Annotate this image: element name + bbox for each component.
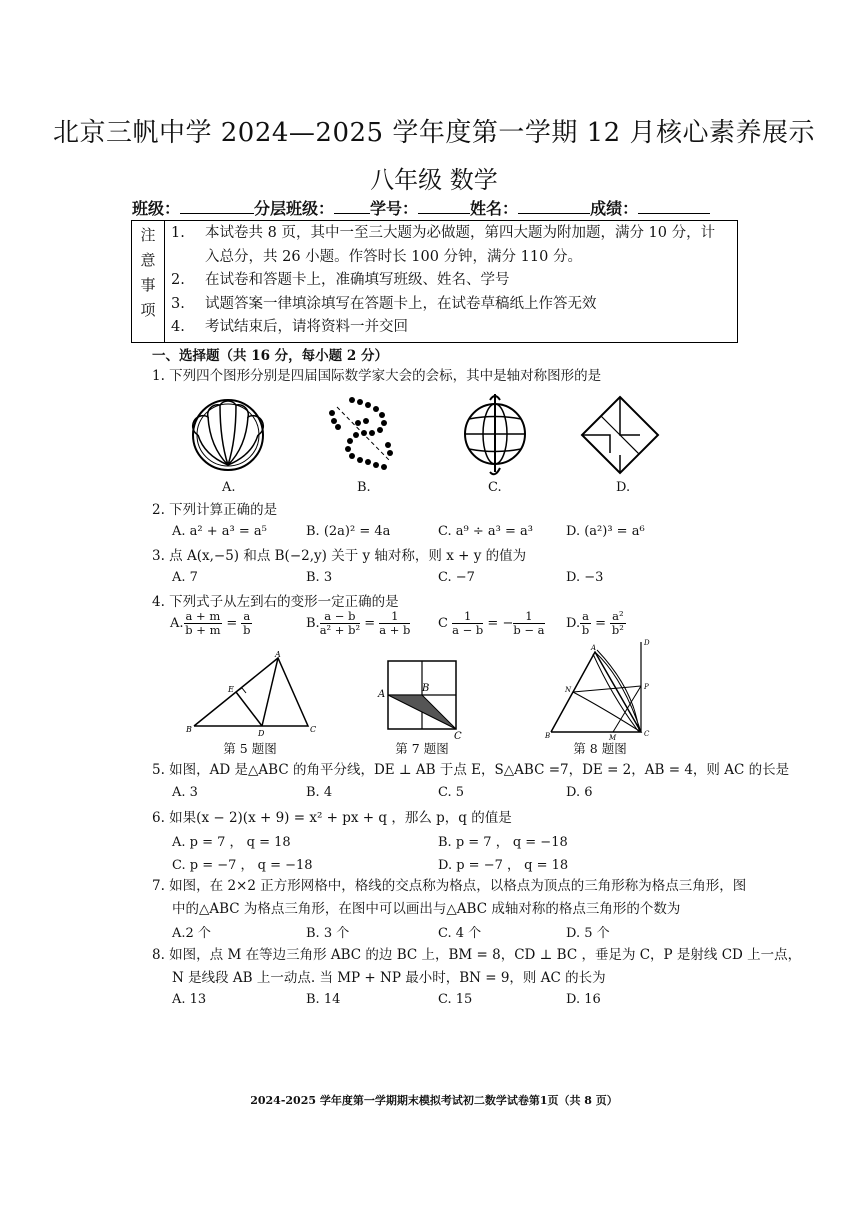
- question-7-stem-line1: 7. 如图，在 2×2 正方形网格中，格线的交点称为格点，以格点为顶点的三角形称为格点三角形，图: [152, 878, 747, 894]
- q2-option-d[interactable]: D. (a²)³ = a⁶: [566, 524, 645, 539]
- notice-item: [171, 316, 731, 340]
- denominator: a − b: [452, 623, 484, 637]
- fig5-label-a: A: [275, 650, 281, 659]
- notice-label-char: 事: [140, 276, 156, 294]
- exam-title: 北京三帆中学 2024—2025 学年度第一学期 12 月核心素养展示: [53, 118, 815, 148]
- notice-item-text: 在试卷和答题卡上，准确填写班级、姓名、学号: [205, 272, 510, 288]
- q5-option-a[interactable]: A. 3: [172, 785, 198, 800]
- fraction: [184, 610, 223, 637]
- q2-option-c[interactable]: C. a⁹ ÷ a³ = a³: [438, 524, 533, 539]
- numerator: 1: [513, 610, 544, 624]
- option-label: C: [438, 616, 448, 631]
- notice-label-char: 项: [140, 301, 156, 319]
- q4-option-b[interactable]: B. $\frac{a - b}{\text{a² + b²}}$ = $\frac{1}{a + b}$: [306, 609, 411, 637]
- q8-option-d[interactable]: D. 16: [566, 992, 601, 1007]
- fig8-label-m: M: [609, 734, 617, 742]
- logo-d-icon: [580, 395, 660, 475]
- fig8-label-n: N: [565, 686, 572, 694]
- q1-option-c[interactable]: C.: [488, 480, 502, 495]
- tier-class-blank[interactable]: [334, 197, 370, 214]
- question-5-stem: 5. 如图，AD 是△ABC 的角平分线，DE ⊥ AB 于点 E，S△ABC =7，DE = 2，AB = 4，则 AC 的长是: [152, 762, 790, 778]
- denominator: a + b: [379, 623, 411, 637]
- question-8-stem-line1: 8. 如图，点 M 在等边三角形 ABC 的边 BC 上，BM = 8，CD ⊥ BC ，垂足为 C，P 是射线 CD 上一点，: [152, 947, 802, 963]
- exam-subtitle: 八年级 数学: [370, 166, 498, 194]
- page-footer: 2024-2025 学年度第一学期期末模拟考试初二数学试卷第1页（共 8 页）: [250, 1094, 618, 1107]
- name-blank[interactable]: [518, 197, 590, 214]
- fraction: [379, 610, 410, 637]
- figure-8: [543, 638, 661, 742]
- denominator: b²: [611, 623, 624, 637]
- denominator: b + m: [185, 623, 221, 637]
- fig8-label-c: C: [644, 730, 650, 738]
- q5-option-c[interactable]: C. 5: [438, 785, 465, 800]
- denominator: b: [581, 623, 590, 637]
- q8-option-c[interactable]: C. 15: [438, 992, 473, 1007]
- q7-option-d[interactable]: D. 5 个: [566, 926, 610, 941]
- notice-item-num: 2.: [171, 272, 185, 288]
- fraction: [610, 610, 625, 637]
- numerator: a: [243, 609, 251, 623]
- notice-item: [171, 269, 731, 293]
- denominator: b − a: [513, 623, 545, 637]
- tier-class-label: 分层班级：: [254, 199, 335, 218]
- q3-option-a[interactable]: A. 7: [172, 570, 198, 585]
- option-label: D.: [566, 616, 581, 631]
- q3-option-d[interactable]: D. −3: [566, 570, 604, 585]
- q6-option-a[interactable]: A. p = 7 ， q = 18: [172, 835, 291, 850]
- q7-option-c[interactable]: C. 4 个: [438, 926, 482, 941]
- q6-option-c[interactable]: C. p = −7 ， q = −18: [172, 858, 313, 873]
- q4-option-a[interactable]: A. $\frac{a + m}{b + m}$ = $\frac{a}{b}$: [170, 609, 251, 637]
- student-no-label: 学号：: [370, 199, 419, 218]
- notice-label-char: 意: [140, 251, 156, 269]
- q2-option-b[interactable]: B. (2a)² = 4a: [306, 524, 391, 539]
- fig8-label-d: D: [644, 639, 650, 647]
- q5-option-d[interactable]: D. 6: [566, 785, 593, 800]
- fraction: [320, 610, 360, 637]
- notice-item-text: 考试结束后，请将资料一并交回: [205, 319, 408, 335]
- fig7-label-c: C: [454, 731, 462, 742]
- numerator: a − b: [320, 610, 360, 624]
- logo-c-icon: [460, 392, 530, 476]
- question-1-stem: 1. 下列四个图形分别是四届国际数学家大会的会标，其中是轴对称图形的是: [152, 368, 602, 384]
- section-title: 一、选择题（共 16 分，每小题 2 分）: [152, 348, 388, 364]
- name-label: 姓名：: [470, 199, 519, 218]
- fig8-label-a: A: [591, 644, 597, 652]
- notice-item-text: 试题答案一律填涂填写在答题卡上，在试卷草稿纸上作答无效: [205, 295, 597, 312]
- student-no-blank[interactable]: [418, 197, 470, 214]
- notice-item-num: 3.: [171, 295, 185, 312]
- info-line: [132, 196, 710, 219]
- denominator: b: [243, 623, 251, 637]
- question-3-stem: 3. 点 A(x,−5) 和点 B(−2,y) 关于 y 轴对称，则 x + y 的值为: [152, 548, 527, 564]
- q4-option-d[interactable]: D. $\frac{a}{b}$ = $\frac{\text{a²}}{\text{b²}}$: [566, 609, 624, 637]
- numerator: a + m: [185, 609, 221, 623]
- denominator: a² + b²: [319, 623, 361, 637]
- question-4-stem: 4. 下列式子从左到右的变形一定正确的是: [152, 594, 399, 610]
- notice-label: [132, 221, 165, 343]
- numerator: a: [582, 609, 589, 623]
- fig7-label-b: B: [422, 683, 430, 694]
- q8-option-a[interactable]: A. 13: [172, 992, 207, 1007]
- q4-option-c[interactable]: C $\frac{1}{a - b}$ = − $\frac{1}{b - a}$: [438, 609, 545, 637]
- fig8-label-p: P: [644, 683, 649, 691]
- minus-sign: −: [502, 616, 514, 631]
- fig5-label-c: C: [310, 725, 317, 734]
- notice-label-char: 注: [140, 226, 156, 244]
- numerator: 1: [452, 610, 483, 624]
- notice-item-cont: 入总分，共 26 小题。作答时长 100 分钟，满分 110 分。: [205, 248, 582, 265]
- q3-option-b[interactable]: B. 3: [306, 570, 333, 585]
- q5-option-b[interactable]: B. 4: [306, 785, 333, 800]
- notice-item-text: 本试卷共 8 页，其中一至三大题为必做题，第四大题为附加题，满分 10 分，计: [205, 225, 716, 241]
- fig5-label-e: E: [228, 685, 234, 694]
- class-label: 班级：: [132, 199, 181, 218]
- notice-item-num: 1.: [171, 225, 185, 241]
- q1-option-b[interactable]: B.: [357, 480, 371, 495]
- question-7-stem-line2: 中的△ABC 为格点三角形，在图中可以画出与△ABC 成轴对称的格点三角形的个数为: [172, 901, 681, 917]
- logo-b-icon: [322, 395, 406, 475]
- q7-option-a[interactable]: A.2 个: [172, 926, 211, 941]
- q8-option-b[interactable]: B. 14: [306, 992, 341, 1007]
- q7-option-b[interactable]: B. 3 个: [306, 926, 350, 941]
- q2-option-a[interactable]: A. a² + a³ = a⁵: [172, 524, 267, 539]
- figure-7: [376, 658, 466, 740]
- question-6-stem: 6. 如果(x − 2)(x + 9) = x² + px + q ，那么 p，q 的值是: [152, 810, 512, 826]
- class-blank[interactable]: [180, 197, 254, 214]
- numerator: a²: [612, 609, 624, 623]
- score-label: 成绩：: [590, 199, 639, 218]
- numerator: 1: [379, 610, 410, 624]
- fraction: [513, 610, 544, 637]
- notice-table: [131, 220, 738, 343]
- option-label: B.: [306, 616, 320, 631]
- q1-option-a[interactable]: A.: [222, 480, 236, 495]
- q3-option-c[interactable]: C. −7: [438, 570, 475, 585]
- notice-item: [171, 222, 731, 246]
- q6-option-b[interactable]: B. p = 7 ， q = −18: [438, 835, 568, 850]
- fraction: [580, 610, 591, 637]
- score-blank[interactable]: [638, 197, 710, 214]
- figure-8-caption: 第 8 题图: [573, 741, 627, 756]
- fraction: [452, 610, 483, 637]
- fraction: [241, 610, 252, 637]
- logo-a-icon: [190, 395, 270, 475]
- question-8-stem-line2: N 是线段 AB 上一动点. 当 MP + NP 最小时，BN = 9，则 AC 的长为: [172, 970, 606, 986]
- option-label: A.: [170, 616, 184, 631]
- figure-7-caption: 第 7 题图: [395, 741, 449, 756]
- figure-5: [186, 650, 316, 736]
- fig7-label-a: A: [378, 689, 386, 700]
- notice-item: [171, 293, 731, 317]
- q1-option-d[interactable]: D.: [616, 480, 631, 495]
- fig5-label-b: B: [186, 725, 192, 734]
- question-2-stem: 2. 下列计算正确的是: [152, 502, 278, 518]
- notice-items: [165, 221, 738, 343]
- notice-item-num: 4.: [171, 319, 185, 335]
- fig8-label-b: B: [545, 732, 551, 740]
- fig5-label-d: D: [258, 729, 265, 738]
- q6-option-d[interactable]: D. p = −7 ， q = 18: [438, 858, 569, 873]
- figure-5-caption: 第 5 题图: [223, 741, 277, 756]
